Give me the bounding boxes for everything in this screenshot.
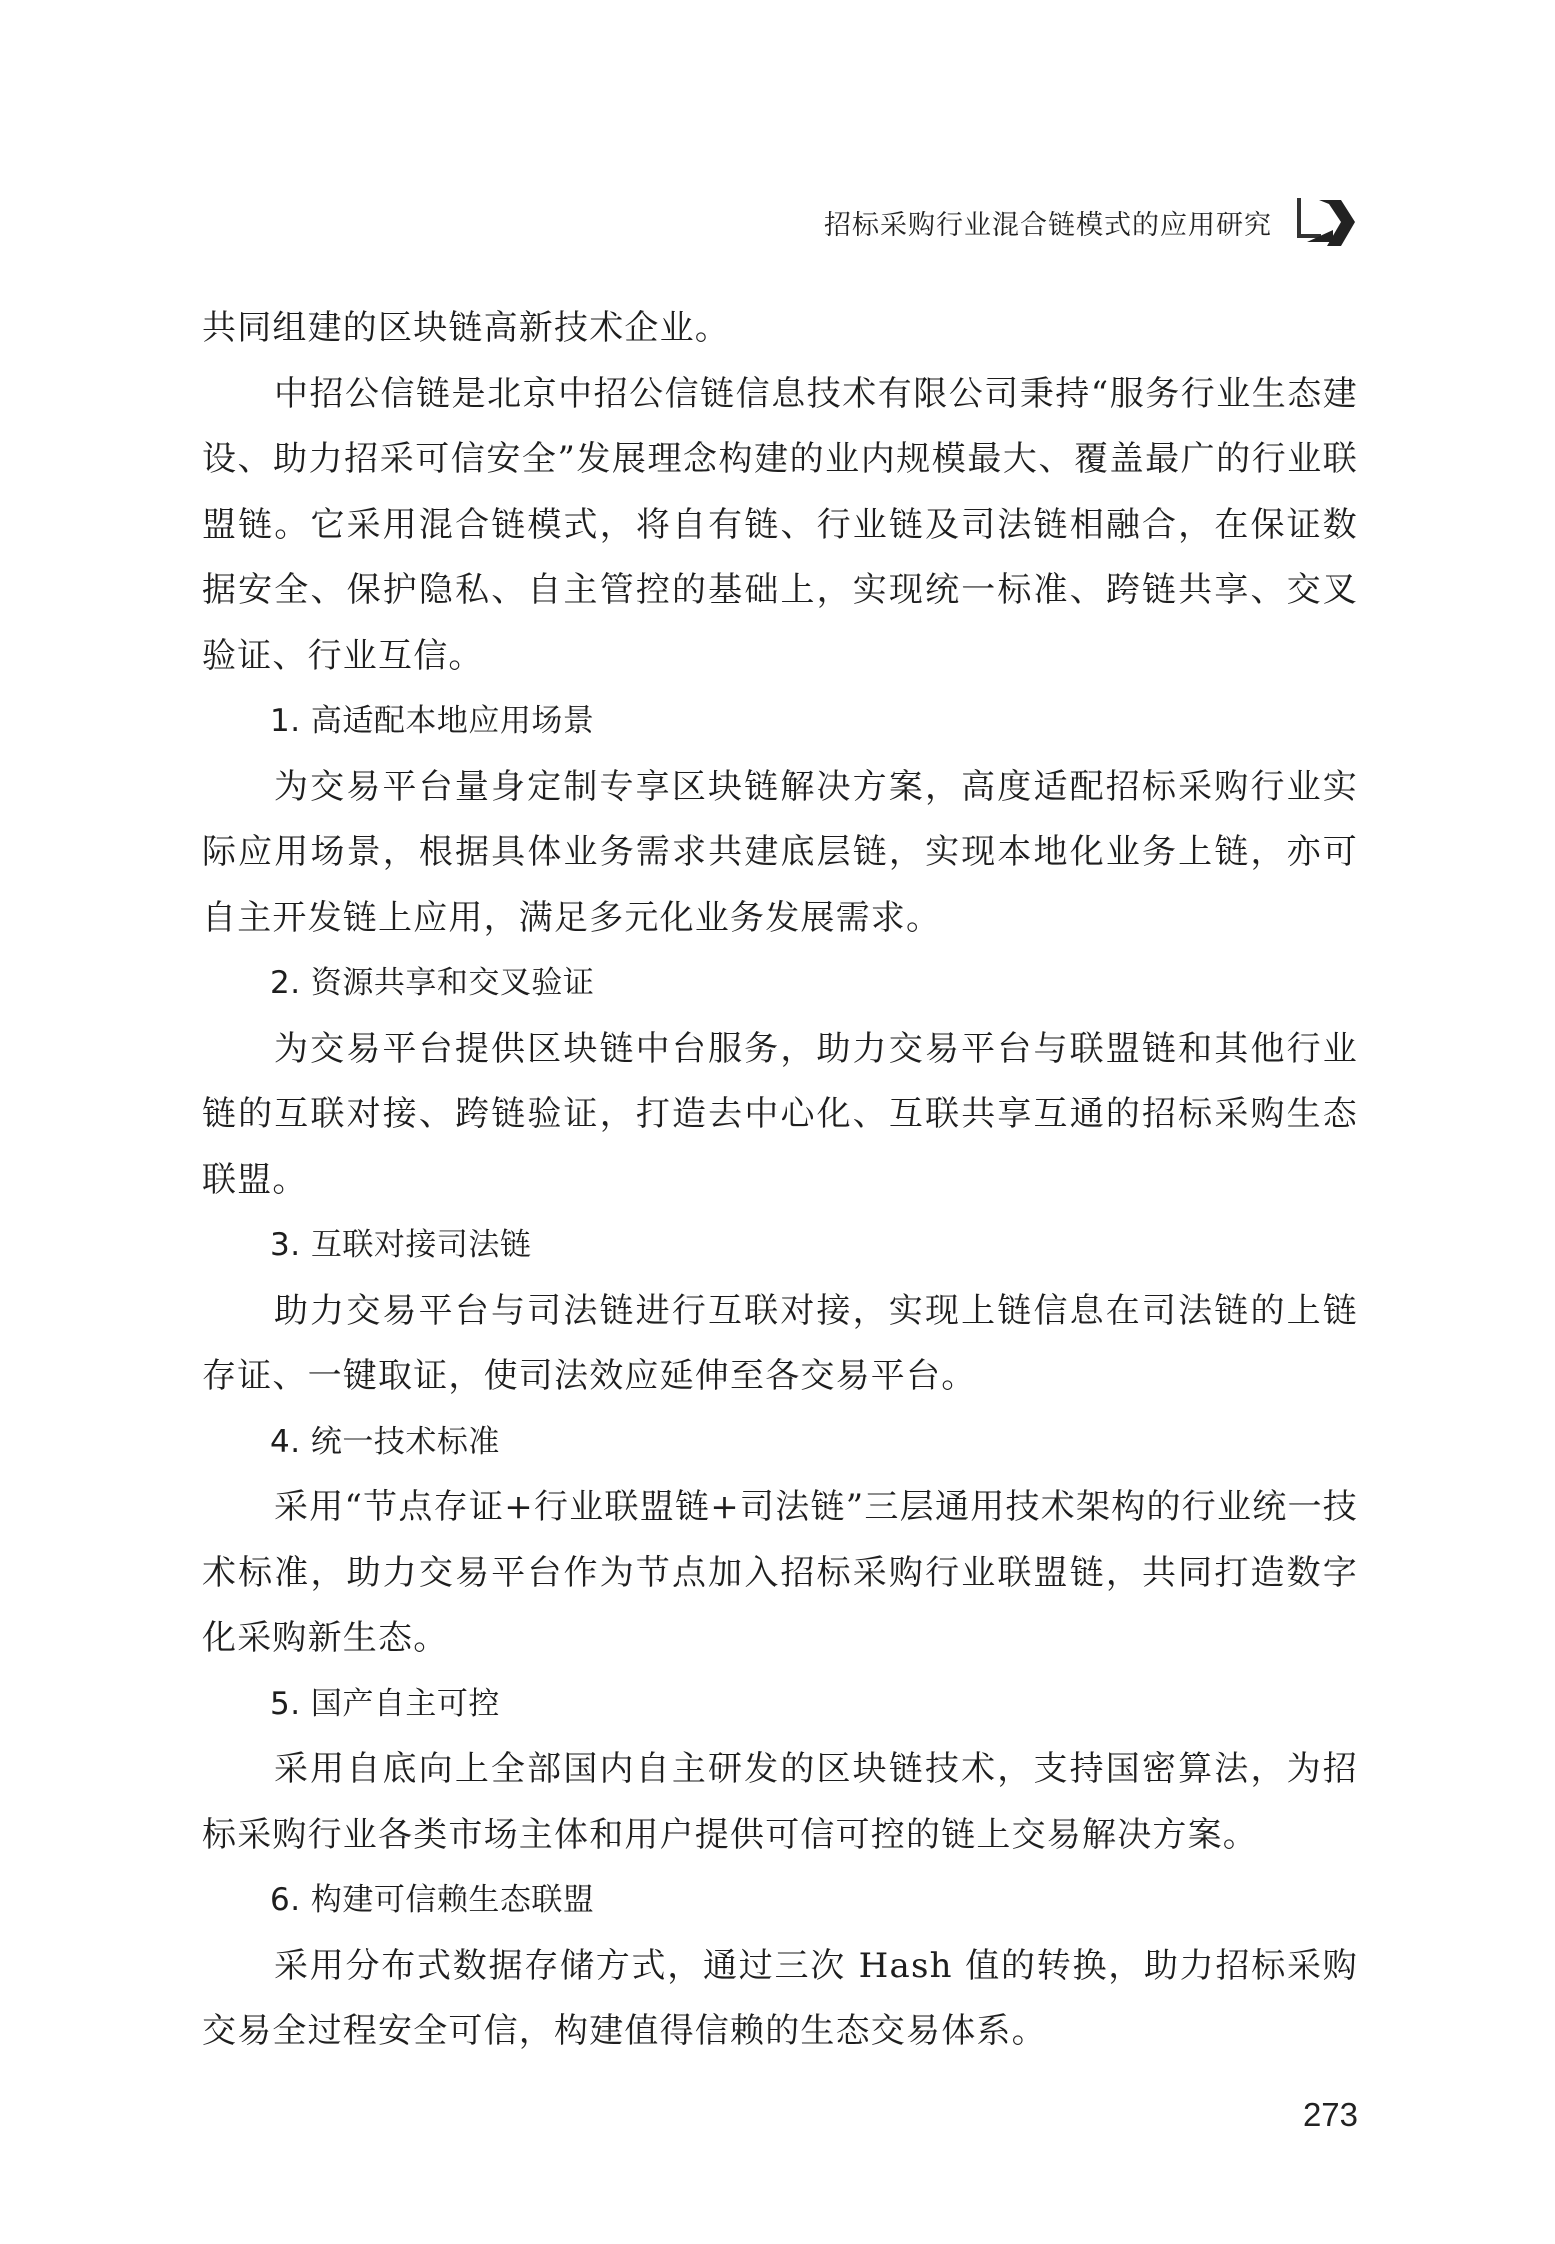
section-heading-2: 2. 资源共享和交叉验证 — [270, 965, 595, 1001]
section-text-5: 采用自底向上全部国内自主研发的区块链技术，支持国密算法，为招标采购行业各类市场主体和用户提供可信可控的链上交易解决方案。 — [202, 1749, 1358, 1855]
section-heading-1: 1. 高适配本地应用场景 — [270, 703, 595, 739]
section-text-2: 为交易平台提供区块链中台服务，助力交易平台与联盟链和其他行业链的互联对接、跨链验证，打造去中心化、互联共享互通的招标采购生态联盟。 — [202, 1028, 1358, 1200]
section-text-3: 助力交易平台与司法链进行互联对接，实现上链信息在司法链的上链存证、一键取证，使司法效应延伸至各交易平台。 — [202, 1290, 1358, 1396]
section-heading-3: 3. 互联对接司法链 — [270, 1227, 532, 1263]
paragraph-intro: 中招公信链是北京中招公信链信息技术有限公司秉持“服务行业生态建设、助力招采可信安全”发展理念构建的业内规模最大、覆盖最广的行业联盟链。它采用混合链模式，将自有链、行业链及司法链相融合，在保证数据安全、保护隐私、自主管控的基础上，实现统一标准、跨链共享、交叉验证、行业互信。 — [202, 373, 1358, 676]
paragraph-continuation: 共同组建的区块链高新技术企业。 — [202, 308, 730, 348]
running-header-title: 招标采购行业混合链模式的应用研究 — [824, 210, 1272, 241]
section-text-4: 采用“节点存证+行业联盟链+司法链”三层通用技术架构的行业统一技术标准，助力交易平台作为节点加入招标采购行业联盟链，共同打造数字化采购新生态。 — [202, 1487, 1358, 1658]
section-heading-5: 5. 国产自主可控 — [270, 1685, 500, 1722]
section-heading-6: 6. 构建可信赖生态联盟 — [270, 1882, 595, 1918]
section-heading-4: 4. 统一技术标准 — [270, 1423, 500, 1460]
section-text-1: 为交易平台量身定制专享区块链解决方案，高度适配招标采购行业实际应用场景，根据具体业务需求共建底层链，实现本地化业务上链，亦可自主开发链上应用，满足多元化业务发展需求。 — [202, 766, 1358, 938]
section-text-6: 采用分布式数据存储方式，通过三次 Hash 值的转换，助力招标采购交易全过程安全可信，构建值得信赖的生态交易体系。 — [202, 1945, 1358, 2051]
chapter-arrow-icon — [1293, 190, 1361, 250]
page-body — [202, 296, 1358, 2065]
page-number: 273 — [1302, 2096, 1358, 2133]
